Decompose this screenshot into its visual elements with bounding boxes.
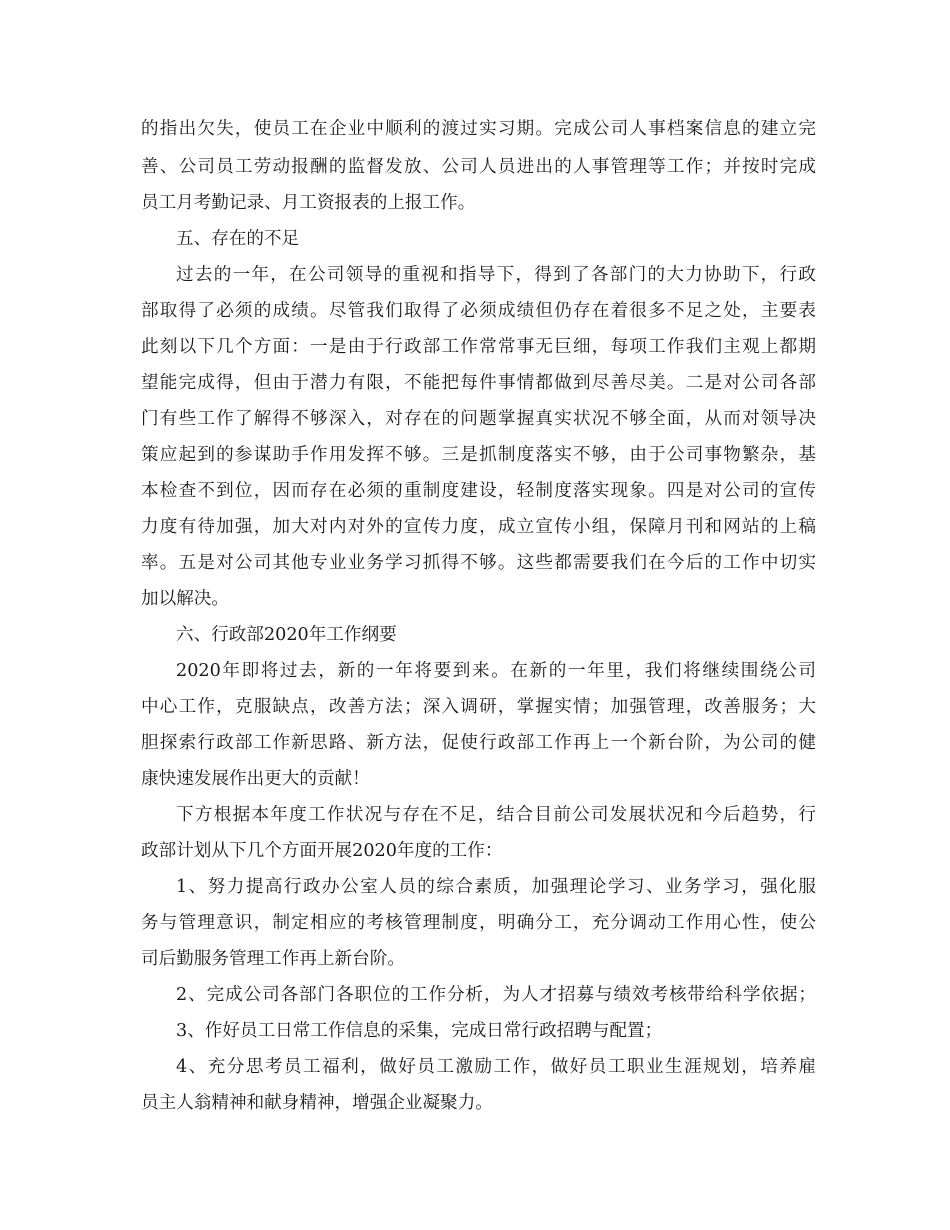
list-item-2: 2、完成公司各部门各职位的工作分析，为人才招募与绩效考核带给科学依据； — [176, 985, 816, 1005]
section-heading-work-plan: 六、行政部2020年工作纲要 — [176, 625, 397, 645]
paragraph-line: 中心工作，克服缺点，改善方法；深入调研，掌握实情；加强管理，改善服务；大 — [141, 697, 816, 717]
paragraph-line: 加以解决。 — [141, 589, 229, 609]
paragraph-line: 善、公司员工劳动报酬的监督发放、公司人员进出的人事管理等工作；并按时完成 — [141, 157, 816, 177]
list-item-3: 3、作好员工日常工作信息的采集，完成日常行政招聘与配置； — [176, 1021, 663, 1041]
paragraph-line: 的指出欠失，使员工在企业中顺利的渡过实习期。完成公司人事档案信息的建立完 — [141, 119, 816, 139]
section-heading-shortcomings: 五、存在的不足 — [176, 229, 300, 249]
paragraph-line: 2020年即将过去，新的一年将要到来。在新的一年里，我们将继续围绕公司 — [176, 661, 816, 681]
paragraph-line: 部取得了必须的成绩。尽管我们取得了必须成绩但仍存在着很多不足之处，主要表 — [141, 301, 816, 321]
list-item-1: 1、努力提高行政办公室人员的综合素质，加强理论学习、业务学习，强化服 — [176, 877, 816, 897]
paragraph-line: 员工月考勤记录、月工资报表的上报工作。 — [141, 193, 476, 213]
paragraph-line: 务与管理意识，制定相应的考核管理制度，明确分工，充分调动工作用心性，使公 — [141, 913, 816, 933]
paragraph-line: 此刻以下几个方面：一是由于行政部工作常常事无巨细，每项工作我们主观上都期 — [141, 337, 816, 357]
paragraph-line: 司后勤服务管理工作再上新台阶。 — [141, 949, 405, 969]
paragraph-line: 员主人翁精神和献身精神，增强企业凝聚力。 — [141, 1093, 493, 1113]
paragraph-line: 胆探索行政部工作新思路、新方法，促使行政部工作再上一个新台阶，为公司的健 — [141, 733, 816, 753]
paragraph-line: 策应起到的参谋助手作用发挥不够。三是抓制度落实不够，由于公司事物繁杂，基 — [141, 445, 816, 465]
paragraph-line: 率。五是对公司其他专业业务学习抓得不够。这些都需要我们在今后的工作中切实 — [141, 553, 816, 573]
paragraph-line: 本检查不到位，因而存在必须的重制度建设，轻制度落实现象。四是对公司的宣传 — [141, 481, 816, 501]
paragraph-line: 望能完成得，但由于潜力有限，不能把每件事情都做到尽善尽美。二是对公司各部 — [141, 373, 816, 393]
paragraph-line: 下方根据本年度工作状况与存在不足，结合目前公司发展状况和今后趋势，行 — [176, 805, 816, 825]
paragraph-line: 力度有待加强，加大对内对外的宣传力度，成立宣传小组，保障月刊和网站的上稿 — [141, 517, 816, 537]
list-item-4: 4、充分思考员工福利，做好员工激励工作，做好员工职业生涯规划，培养雇 — [176, 1057, 816, 1077]
paragraph-line: 过去的一年，在公司领导的重视和指导下，得到了各部门的大力协助下，行政 — [176, 265, 816, 285]
paragraph-line: 门有些工作了解得不够深入，对存在的问题掌握真实状况不够全面，从而对领导决 — [141, 409, 816, 429]
paragraph-line: 政部计划从下几个方面开展2020年度的工作： — [141, 841, 503, 861]
paragraph-line: 康快速发展作出更大的贡献！ — [141, 769, 370, 789]
